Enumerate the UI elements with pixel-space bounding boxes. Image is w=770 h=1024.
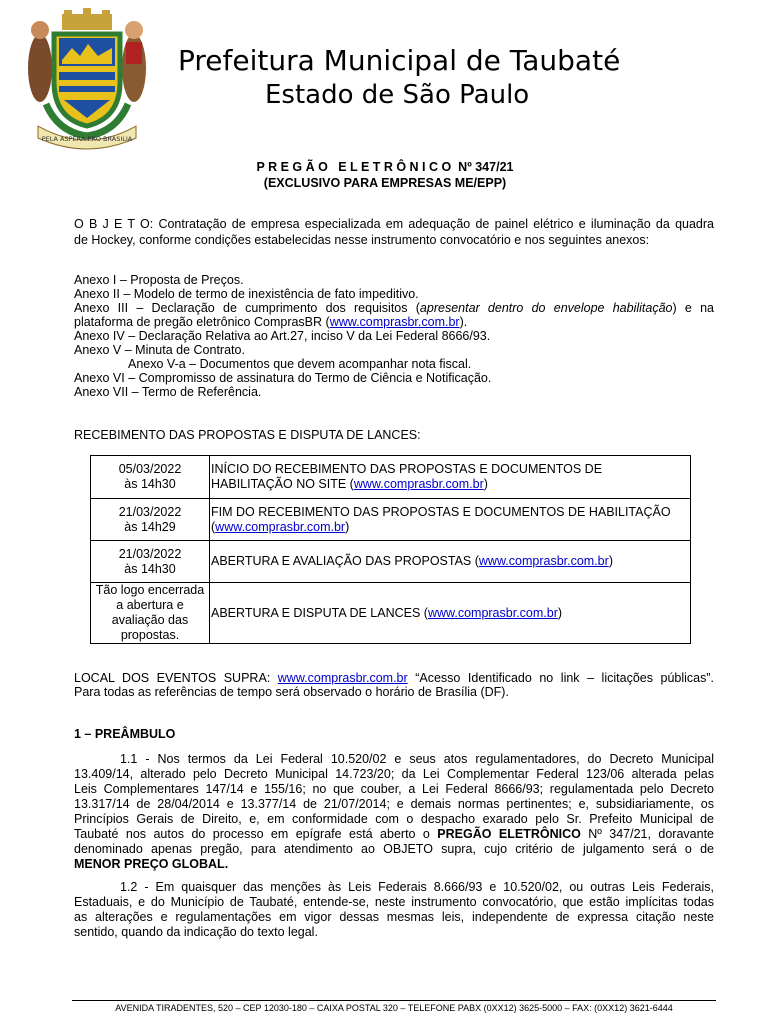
event-pre: ABERTURA E DISPUTA DE LANCES (: [211, 605, 428, 620]
schedule-date-line: propostas.: [120, 628, 180, 642]
event-pre: (: [211, 519, 216, 534]
anexo-6: Anexo VI – Compromisso de assinatura do Termo de Ciência e Notificação.: [74, 371, 492, 385]
comprasbr-link[interactable]: www.comprasbr.com.br: [277, 671, 408, 685]
schedule-event: [210, 456, 691, 499]
comprasbr-link[interactable]: www.comprasbr.com.br: [329, 315, 460, 329]
p1-line: [74, 827, 714, 842]
p1-line: Leis Complementares 147/14 e 155/16; no que couber, a Lei Federal 8666/93; regulamentada pelo Decreto: [74, 782, 714, 796]
local-line-2: Para todas as referências de tempo será observado o horário de Brasília (DF).: [74, 685, 509, 699]
anexo-7: Anexo VII – Termo de Referência.: [74, 385, 262, 399]
preambulo-1-1: [74, 752, 714, 872]
comprasbr-link[interactable]: www.comprasbr.com.br: [353, 477, 484, 491]
schedule-event-line2: [211, 477, 690, 492]
schedule-event-line1: FIM DO RECEBIMENTO DAS PROPOSTAS E DOCUMENTOS DE HABILITAÇÃO: [211, 504, 671, 519]
schedule-table: [90, 455, 691, 644]
local-post: “Acesso Identificado no link – licitações públicas”.: [407, 671, 714, 685]
schedule-date-line: a abertura e: [116, 598, 184, 612]
event-pre: ABERTURA E AVALIAÇÃO DAS PROPOSTAS (: [211, 554, 479, 568]
schedule-row: [91, 456, 691, 499]
schedule-date-value: 05/03/2022: [118, 462, 182, 476]
anexo-3-line-2: [74, 315, 714, 330]
local-pre: LOCAL DOS EVENTOS SUPRA:: [74, 671, 278, 685]
doc-subtitle: (EXCLUSIVO PARA EMPRESAS ME/EPP): [263, 176, 507, 190]
p1-line: 1.1 - Nos termos da Lei Federal 10.520/02 e seus atos regulamentadores, do Decreto Municipal: [120, 752, 714, 766]
comprasbr-link[interactable]: www.comprasbr.com.br: [478, 554, 609, 568]
p1-line: Princípios Gerais de Direito, e, em conformidade com o despacho exarado pelo Sr. Prefeito Municipal de: [74, 812, 714, 826]
page-subtitle: Estado de São Paulo: [265, 80, 530, 110]
p1-l6-bold: PREGÃO ELETRÔNICO: [437, 827, 581, 841]
schedule-row: [91, 541, 691, 583]
objeto-line-2: de Hockey, conforme condições estabelecidas nesse instrumento convocatório e nos seguintes anexos:: [74, 233, 650, 247]
schedule-date: [91, 541, 210, 583]
p2-line: sentido, quando da indicação do texto legal.: [74, 925, 318, 939]
objeto-line-1: O B J E T O: Contratação de empresa especializada em adequação de painel elétrico e iluminação da quadra: [74, 217, 714, 231]
schedule-date: [91, 583, 210, 644]
anexo-3-text: [74, 301, 714, 316]
schedule-date-line: avaliação das: [111, 613, 189, 627]
p1-line: 13.409/14, alterado pelo Decreto Municipal 14.723/20; da Lei Complementar Federal 123/06 alterada pelas: [74, 767, 714, 781]
p2-line: as alterações e regulamentações em vigor dessas mesmas leis, independente de expressa citação neste: [74, 910, 714, 924]
anexo-4: Anexo IV – Declaração Relativa ao Art.27, inciso V da Lei Federal 8666/93.: [74, 329, 491, 343]
event-post: ): [345, 519, 350, 534]
anexo-5: Anexo V – Minuta de Contrato.: [74, 343, 245, 357]
anexo-3-end: ) e na: [672, 301, 714, 315]
anexo-3-line2-start: plataforma de pregão eletrônico ComprasBR (: [74, 315, 330, 329]
p1-l6-post: Nº 347/21, doravante: [580, 827, 714, 841]
schedule-time-value: às 14h30: [124, 561, 176, 576]
anexo-5a: Anexo V-a – Documentos que devem acompanhar nota fiscal.: [128, 357, 472, 371]
p2-line: 1.2 - Em quaisquer das menções às Leis Federais 8.666/93 e 10.520/02, ou outras Leis Federais,: [120, 880, 714, 894]
event-post: ): [608, 554, 613, 568]
p1-line: denominado apenas pregão, para atendimento ao OBJETO supra, cujo critério de julgamento será o de: [74, 842, 714, 856]
schedule-date: [91, 499, 210, 541]
anexo-1: Anexo I – Proposta de Preços.: [74, 273, 244, 287]
comprasbr-link[interactable]: www.comprasbr.com.br: [427, 605, 558, 620]
schedule-event: [210, 583, 691, 644]
schedule-event: [210, 541, 691, 583]
anexo-2: Anexo II – Modelo de termo de inexistência de fato impeditivo.: [74, 287, 419, 301]
local-eventos: [74, 671, 714, 686]
schedule-row: [91, 583, 691, 644]
event-post: ): [483, 477, 488, 491]
footer-address: AVENIDA TIRADENTES, 520 – CEP 12030-180 – CAIXA POSTAL 320 – TELEFONE PABX (0XX12) 3625-5000 – FAX: (0XX12) 3621-6444: [115, 1003, 673, 1013]
anexo-3-italic: apresentar dentro do envelope habilitação: [419, 301, 673, 315]
p2-line: Estaduais, e do Município de Taubaté, entende-se, neste instrumento convocatório, que estão implícitas todas: [74, 895, 714, 909]
schedule-time-value: às 14h29: [124, 519, 176, 534]
page-title: Prefeitura Municipal de Taubaté: [178, 44, 621, 77]
schedule-date-value: 21/03/2022: [118, 504, 182, 519]
crest-motto: PELA ASPERA PRO BRASILIA: [41, 135, 133, 143]
anexo-3-start: Anexo III – Declaração de cumprimento dos requisitos (: [74, 301, 420, 315]
event-post: ): [557, 605, 563, 620]
preambulo-heading: 1 – PREÂMBULO: [74, 727, 176, 741]
schedule-date-value: 21/03/2022: [118, 546, 182, 561]
event-pre: HABILITAÇÃO NO SITE (: [211, 477, 354, 491]
p1-line: 13.317/14 de 28/04/2014 e 13.377/14 de 21/07/2014; e demais normas pertinentes; e, subsidiariamente, os: [74, 797, 714, 811]
schedule-event-line2: [211, 520, 690, 535]
footer-rule: [72, 1000, 716, 1001]
schedule-event: [210, 499, 691, 541]
schedule-event-line1: INÍCIO DO RECEBIMENTO DAS PROPOSTAS E DOCUMENTOS DE: [211, 462, 603, 476]
recebimento-heading: RECEBIMENTO DAS PROPOSTAS E DISPUTA DE LANCES:: [74, 428, 421, 442]
municipal-crest: [18, 8, 156, 150]
p1-l6-pre: Taubaté nos autos do processo em epígrafe está aberto o: [74, 827, 438, 841]
p1-line-bold: MENOR PREÇO GLOBAL.: [74, 857, 229, 871]
anexo-3-line2-end: ).: [459, 315, 468, 329]
schedule-row: [91, 499, 691, 541]
comprasbr-link[interactable]: www.comprasbr.com.br: [215, 519, 346, 534]
preambulo-1-2: [74, 880, 714, 940]
doc-title: P R E G Ã O E L E T R Ô N I C O Nº 347/21: [256, 160, 514, 174]
schedule-time-value: às 14h30: [124, 477, 176, 491]
schedule-date: [91, 456, 210, 499]
anexo-3: [74, 301, 714, 316]
schedule-date-line: Tão logo encerrada: [95, 583, 205, 597]
